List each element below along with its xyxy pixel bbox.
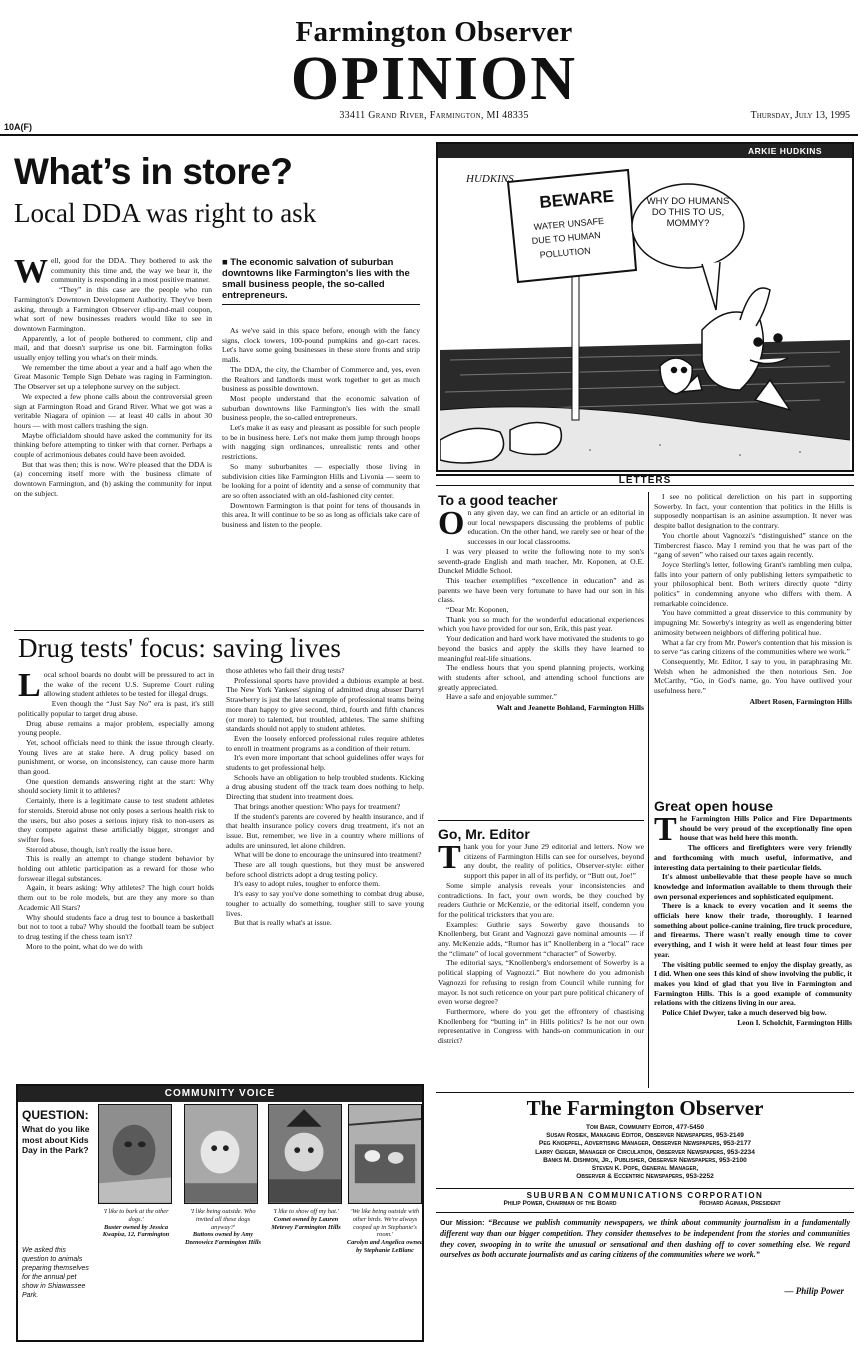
mission-text: “Because we publish community newspapers, we think about community journalism in a fundamentally different way than our bigger competition. They consider themselves to be independent from the stories and communities they cover, swooping in to write the unusual or sensational and then dashing off to cover something else. We regard ourselves as both accurate journalists and as caring citizens of the communities where we work.” — [440, 1218, 851, 1260]
letter-title-openhouse: Great open house — [654, 798, 774, 814]
answer-quote — [98, 1208, 174, 1239]
drug-paragraph: That brings another question: Who pays for treatment? — [234, 801, 401, 811]
cartoon-drawing — [440, 160, 850, 470]
staff-line: Peg Knoepfel, Advertising Manager, Observer Newspapers, 953-2177 — [538, 1140, 752, 1148]
letter-paragraph: Have a safe and enjoyable summer.” — [446, 692, 557, 702]
editorial-paragraph: ell, good for the DDA. They bothered to ask the community this time and, the way we hear it, the community is responding in a most positive manner. — [51, 256, 212, 285]
drug-paragraph: Certainly, there is a legitimate cause to test student athletes for steroids. Steroid abuse not only poses a serious health risk to the users, but also poses a serious injury risk to non-users as they compete against these artificially bigger, stronger and swifter foes. — [18, 796, 214, 844]
staff-list — [436, 1124, 854, 1181]
drug-paragraph: Why should students face a drug test to bounce a basketball but not to toot a tuba? Why should the football team be subject to drug testing if the chess team isn't? — [18, 912, 214, 941]
drug-paragraph: Even though the “Just Say No” era is past, it's still politically popular to target drug abuse. — [18, 699, 214, 718]
cartoon-box — [436, 142, 854, 472]
page-number: 10A(F) — [4, 122, 33, 132]
answer-quote-text: 'I like to bark at the other dogs.' — [103, 1208, 169, 1223]
letter-paragraph: Thank you so much for the wonderful educational experiences which you have provided for our son, Erik, this past year. — [438, 614, 644, 634]
drug-paragraph: What will be done to encourage the uninsured into treatment? — [234, 850, 422, 860]
pull-quote-marker: ■ — [222, 256, 231, 267]
drug-paragraph: One question demands answering right at the start: Why should society limit it to athletes? — [18, 776, 214, 796]
mission-signature: — Philip Power — [784, 1286, 844, 1296]
letter-paragraph: “Dear Mr. Koponen, — [446, 605, 509, 615]
answer-owner: Buster owned by Jessica Kwapisz, 12, Farmington — [102, 1223, 170, 1239]
letter-paragraph: The officers and firefighters were very friendly and forthcoming with much useful, informative, and interesting data pertaining to their particular fields. — [654, 843, 852, 872]
pull-quote — [222, 256, 420, 305]
drug-paragraph: If the student's parents are covered by health insurance, and if that health insurance policy covers drug treatment, it's not an issue. But, remember, we live in a country where millions of adults are uninsured, let alone children. — [226, 811, 424, 850]
dropcap: T — [654, 814, 677, 848]
letter-paragraph: hank you for your June 29 editorial and letters. Now we citizens of Farmington Hills can see for ourselves, beyond any doubt, the reality of politics, Observer-style: either support this paper in all of its perfidy, or “Butt out, Joe!” — [463, 842, 644, 881]
letter-title-teacher: To a good teacher — [438, 492, 558, 508]
letters-divider — [438, 820, 644, 821]
corporation-name: SUBURBAN COMMUNICATIONS CORPORATION — [436, 1188, 854, 1200]
cat-photo-icon — [269, 1105, 341, 1203]
dropcap: T — [438, 842, 461, 876]
dog-photo-icon — [99, 1105, 171, 1203]
community-voice-banner — [18, 1086, 422, 1102]
masthead — [0, 0, 868, 138]
drug-paragraph: More to the point, what do we do with — [26, 941, 143, 951]
drug-column-1 — [18, 670, 214, 1066]
letter-paragraph: The visiting public seemed to enjoy the display greatly, as I did. When one sees this kind of show involving the public, it makes you kind of glad that you live in Farmington and Farmington Hills. This is a good example of community relations with the citizens living in our area. — [654, 959, 852, 1008]
question-context: We asked this question to animals preparing themselves for the annual pet show in Shiawassee Park. — [22, 1247, 89, 1299]
letter-paragraph: It's almost unbelievable that these people have so much knowledge and information available to them through their own personal experiences and sophisticated equipment. — [654, 872, 852, 901]
letter-paragraph: Consequently, Mr. Editor, I say to you, in paraphrasing Mr. Welsh when he admonished the then notorious Sen. Joe McCarthy, “Go, in God's name, go. You have outlived your usefulness here.” — [654, 656, 852, 696]
drug-paragraph: But that is really what's at issue. — [234, 918, 332, 928]
address: 33411 Grand River, Farmington, MI 48335 — [339, 110, 529, 121]
letter-teacher — [438, 508, 644, 814]
staff-line: Tom Baer, Community Editor, 477-5450 — [585, 1124, 705, 1131]
staff-rule-mid — [436, 1212, 854, 1213]
question-label: QUESTION: — [22, 1108, 89, 1122]
editorial-paragraph: Maybe officialdom should have asked the community for its thinking before attempting to tinker with that corner. Perhaps a couple of acrimonious debates could have been avoided. — [14, 430, 212, 460]
sign-text-4: POLLUTION — [539, 245, 591, 260]
letter-paragraph: Some simple analysis reveals your inconsistencies and contradictions. In fact, your own words, be they couched by readers Guthrie or McKenzie, or the editorial itself, condemn you for the political tricksters that you are. — [438, 880, 644, 919]
sign-text-1: BEWARE — [538, 186, 615, 212]
answer-quote-text: 'I like being outside. Who invited all these dogs anyway?' — [190, 1208, 256, 1231]
masthead-rule — [0, 134, 858, 136]
staff-rule-top — [436, 1092, 854, 1093]
drug-paragraph: Drug abuse remains a major problem, especially among young people. — [18, 718, 214, 738]
letter-paragraph: You chortle about Vagnozzi's “distinguished” stance on the Timbercrest fiasco. May I remind you that he was part of the “gang of seven” who raised our taxes again recently. — [654, 530, 852, 560]
editorial-paragraph: The DDA, the city, the Chamber of Commerce and, yes, even the Realtors and landlords must work together to get as much business as possible downtown. — [222, 364, 420, 394]
letter-editor-continued — [654, 492, 852, 794]
staff-line: Banks M. Dishmon, Jr., Publisher, Observer Newspapers, 953-2100 — [543, 1156, 747, 1164]
drug-paragraph: those athletes who fail their drug tests? — [226, 666, 345, 675]
drug-paragraph: These are all tough questions, but they must be answered before school districts adopt a drug testing policy. — [226, 860, 424, 879]
editorial-paragraph: Most people understand that the economic salvation of suburban downtowns like Farmington's lies with the small business people, the so-called entrepreneurs. — [222, 393, 420, 423]
community-voice-title: COMMUNITY VOICE — [164, 1088, 276, 1099]
drug-paragraph: It's easy to say you've done something to combat drug abuse, tougher to actually do something, tougher still to save young lives. — [226, 889, 424, 918]
drug-paragraph: Professional sports have provided a dubious example at best. The New York Yankees' signing of admitted drug abuser Darryl Strawberry is just the latest example of professional teams being more than happy to give second, third, fourth and fifth chances (or more) to talented, but troubled, athletes. The same shifting standards should not apply to student athletes. — [226, 675, 424, 734]
letter-paragraph: You have committed a great disservice to this community by impugning Mr. Sowerby's integrity as well as engendering bitter animosity between neighbors of differing political hue. — [654, 608, 852, 637]
answer-quote — [268, 1208, 344, 1231]
section-divider — [14, 630, 424, 631]
answer-quote-text: 'I like to show off my hat.' — [273, 1208, 339, 1215]
letter-paragraph: There is a knack to every vocation and it seems the officials here know their trade, thoroughly. I learned something about police-canine training, fire truck procedure, and firearms. There wasn't really enough time to cover everything, and I wish it were held at least four times per year. — [654, 901, 852, 959]
editorial-column-2 — [222, 326, 420, 626]
letter-paragraph: Furthermore, where do you get the effrontery of chastising Knollenberg for “butting in” in Hills politics? Is he not our own representative in Congress with hands-on communication in our district? — [438, 1006, 644, 1046]
section-title: OPINION — [290, 45, 578, 113]
editorial-paragraph: “They” in this case are the people who run Farmington's Downtown Development Authority. They've been asking, through a Farmington Observer clip-and-mail coupon, what sort of new businesses readers would like to see in downtown Farmington. — [14, 285, 212, 333]
staff-line: Steven K. Pope, General Manager, — [591, 1165, 699, 1173]
dropcap: L — [18, 670, 41, 704]
pet-photo — [184, 1104, 258, 1204]
answer-owner: Comet owned by Lauren Metevey Farmington Hills — [271, 1215, 341, 1231]
answer-owner: Buttons owned by Amy Dzenowicz Farmington Hills — [185, 1231, 261, 1247]
president-line: Richard Aginian, President — [699, 1200, 781, 1207]
drug-paragraph: Yet, school officials need to think the issue through clearly. Young lives are at stake here. A drug policy based on punishment, or worse, on inconsistency, can cause more harm than good. — [18, 737, 214, 777]
drug-column-2 — [226, 666, 424, 1066]
editorial-paragraph: Apparently, a lot of people bothered to comment, clip and mail, and that doesn't surprise us one bit. Farmington folks usually enjoy telling you what's on their minds. — [14, 333, 212, 363]
letter-editor — [438, 842, 644, 1090]
drug-paragraph: Again, it bears asking: Why athletes? The high court holds them out to be role models, but are they any more so than Academic All Stars? — [18, 883, 214, 912]
staff-line: Observer & Eccentric Newspapers, 953-2252 — [576, 1173, 714, 1181]
letter-paragraph: Joyce Sterling's letter, following Grant's rambling men culpa, falls into your pattern of only publishing letters sympathetic to your philosophical bent. Both writers directly quote “dirty politics” in condemning anyone who differs with them. A remarkable coincidence. — [654, 559, 852, 608]
editorial-paragraph: We expected a few phone calls about the controversial green sign at Farmington Road and Grand River. What we got was a veritable Niagara of opinion — at least 40 calls in about 30 hours — with most callers trashing the sign. — [14, 391, 212, 430]
cartoon-credit-bar — [438, 144, 852, 158]
sign-text-2: WATER UNSAFE — [533, 215, 605, 232]
issue-date: Thursday, July 13, 1995 — [750, 110, 850, 121]
editorial-paragraph: We remember the time about a year and a half ago when the Great Masonic Temple Sign Debate was raging in Farmington. The Observer set up a telephone survey on the subject. — [14, 362, 212, 392]
editorial-column-1 — [14, 256, 212, 626]
letter-paragraph: I was very pleased to write the following note to my son's seventh-grade English and math teacher, Mr. Koponen, at O.E. Dunckel Middle School. — [438, 546, 644, 576]
letters-header-box — [436, 474, 854, 486]
drug-paragraph: Even the loosely enforced professional rules require athletes to enroll in treatment programs as a condition of their return. — [226, 733, 424, 753]
mission-statement — [440, 1218, 850, 1261]
letters-header: LETTERS — [618, 475, 672, 486]
staff-line: Larry Geiger, Manager of Circulation, Observer Newspapers, 953-2234 — [535, 1148, 755, 1156]
letter-paragraph: The endless hours that you spend planning projects, working with students after school, and attending school functions are greatly appreciated. — [438, 663, 644, 692]
letter-paragraph: The editorial says, “Knollenberg's endorsement of Sowerby is a political slapping of Vagnozzi.” But nowhere do you admonish Vagnozzi for refusing to resign from Council while running for mayor. Is not such reticence on your part pure political chicanery of even worse degree? — [438, 958, 644, 1007]
editorial-paragraph: Downtown Farmington is that point for tens of thousands in this area. It will continue to be so as long as officials take care of business and listen to the people. — [222, 500, 420, 530]
letter-paragraph: Examples: Guthrie says Sowerby gave thousands to Knollenberg, but Grant and Vagnozzi gave nominal amounts — if any. McKenzie adds, “Rumor has it” Knollenberg in a “local” race the “climate” of local government “character” of Sowerby. — [438, 919, 644, 958]
staff-nameplate: The Farmington Observer — [526, 1096, 764, 1120]
editorial-paragraph: So many suburbanites — especially those living in subdivision cities like Farmington Hills and Livonia — seem to be looking for a point of identity and a sense of community that are so often associated with an old-fashioned city center. — [222, 461, 420, 500]
answer-quote — [184, 1208, 262, 1247]
speech-bubble-text: WHY DO HUMANS DO THIS TO US, MOMMY? — [646, 196, 730, 229]
pull-quote-text: The economic salvation of suburban downtowns like Farmington's lies with the small business people, the so-called entrepreneurs. — [222, 256, 410, 300]
drug-paragraph: It's even more important that school guidelines offer ways for students to get professional help. — [226, 753, 424, 773]
letter-signature: Albert Rosen, Farmington Hills — [749, 696, 852, 706]
letter-paragraph: Police Chief Dwyer, take a much deserved big bow. — [662, 1008, 827, 1018]
letter-paragraph: This teacher exemplifies “excellence in education” and as parents we have been very fortunate to have had our son in his class. — [438, 575, 644, 605]
letter-signature: Leon I. Scholchit, Farmington Hills — [737, 1017, 852, 1027]
question-text: What do you like most about Kids Day in the Park? — [22, 1124, 90, 1155]
drug-paragraph: This is really an attempt to change student behavior by holding out athletic participation as a reward for those who forswear illegal substances. — [18, 854, 214, 883]
answer-owner: Carolyn and Angelica owned by Stephanie LeBlanc — [346, 1239, 424, 1254]
drug-paragraph: ocal school boards no doubt will be pressured to act in the wake of the recent U.S. Supreme Court ruling allowing student athletes to be tested for illegal drugs. — [43, 670, 214, 699]
sign-text-3: DUE TO HUMAN — [531, 230, 602, 246]
letter-paragraph: he Farmington Hills Police and Fire Departments should be very proud of the exceptionally fine open house that was held here this month. — [679, 814, 852, 843]
dropcap: O — [438, 508, 465, 542]
dog-photo-icon — [185, 1105, 257, 1203]
cartoon-illustration — [440, 160, 850, 470]
pet-photo — [98, 1104, 172, 1204]
letter-paragraph: n any given day, we can find an article or an editorial in our local newspapers discussing the problems of public education. On the other hand, we rarely see or hear of the successes in our local classrooms. — [467, 508, 644, 547]
mission-label: Our Mission: — [440, 1220, 485, 1227]
chairman-line: Philip Power, Chairman of the Board — [503, 1200, 617, 1207]
answer-quote-text: 'We like being outside with other birds. We're always cooped up in Stephanie's room.' — [350, 1208, 420, 1239]
drug-paragraph: It's easy to adopt rules, tougher to enforce them. — [234, 879, 381, 889]
letter-paragraph: I see no political dereliction on his part in supporting Sowerby. In fact, your contention that politics in the Hills is supposedly nonpartisan is an asinine assumption. It never was despite ballot designation to the contrary. — [654, 492, 852, 531]
letter-paragraph: Your dedication and hard work have motivated the students to go beyond the basics and apply the skills they have learned to meaningful real-life situations. — [438, 634, 644, 663]
editorial-paragraph: Let's make it as easy and pleasant as possible for such people to be in business here. Let's not make them jump through hoops with nagging sign ordinances, unrealistic rents and other restrictions. — [222, 423, 420, 462]
letter-signature: Walt and Jeanette Bohland, Farmington Hills — [496, 703, 644, 713]
drug-paragraph: Schools have an obligation to help troubled students. Kicking a drug abusing student off the track team does nothing to help. Directing that student into treatment does. — [226, 772, 424, 802]
pet-photo — [348, 1104, 422, 1204]
cartoon-credit: ARKIE HUDKINS — [747, 146, 822, 156]
letter-openhouse — [654, 814, 852, 1090]
cartoon-signature: HUDKINS — [466, 173, 514, 185]
dropcap: W — [14, 256, 48, 290]
editorial-paragraph: But that was then; this is now. We're pleased that the DDA is (a) concerning itself more with the business climate of downtown Farmington, and (b) asking the community for input on the subject. — [14, 459, 212, 498]
drug-headline: Drug tests' focus: saving lives — [18, 633, 341, 663]
editorial-subhead: Local DDA was right to ask — [14, 198, 317, 228]
birds-photo-icon — [349, 1105, 421, 1203]
letter-title-editor: Go, Mr. Editor — [438, 826, 530, 842]
newspaper-nameplate: Farmington Observer — [295, 16, 573, 48]
editorial-paragraph: As we've said in this space before, enough with the fancy signs, clock towers, 100-pound pumpkins and go-cart races. Let's have some going businesses in these store fronts and strip malls. — [222, 326, 420, 365]
editorial-headline: What’s in store? — [14, 151, 293, 192]
staff-line: Susan Rosiek, Managing Editor, Observer Newspapers, 953-2149 — [546, 1132, 744, 1140]
drug-paragraph: Steroid abuse, though, isn't really the issue here. — [26, 844, 173, 854]
letter-paragraph: What a far cry from Mr. Power's contention that his mission is to serve “as caring citizens of the communities where we work.” — [654, 637, 852, 657]
pet-photo — [268, 1104, 342, 1204]
letters-column-rule — [648, 492, 649, 1088]
answer-quote — [346, 1208, 424, 1255]
